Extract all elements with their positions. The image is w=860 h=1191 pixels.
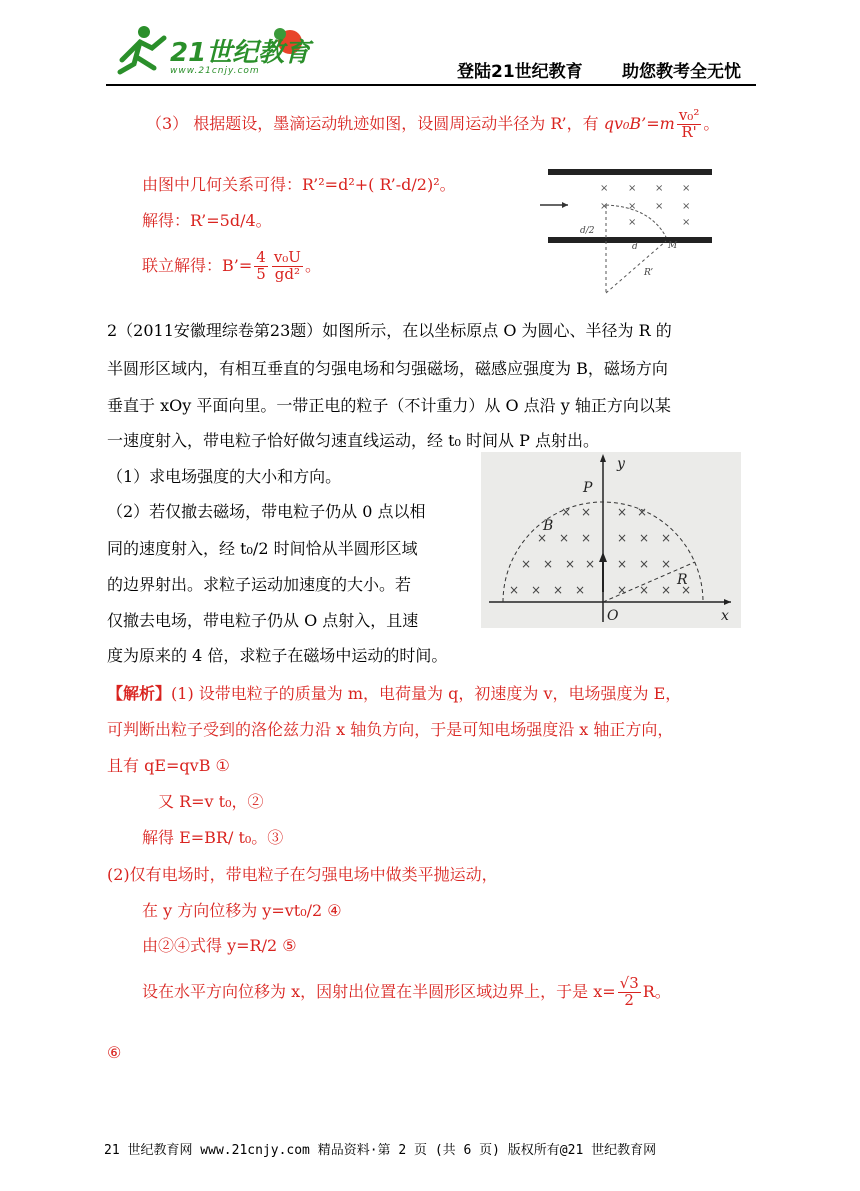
solution-line8: 由②④式得 y=R/2 ⑤ [142,936,297,955]
slogan-right: 助您教考全无忧 [622,62,741,82]
svg-text:×: × [581,505,592,519]
question2-c: 的边界射出。求粒子运动加速度的大小。若 [107,575,412,594]
question2-b: 同的速度射入，经 t₀/2 时间恰从半圆形区域 [107,539,418,558]
svg-text:×: × [639,557,650,571]
svg-text:×: × [600,201,609,212]
svg-text:×: × [682,201,691,212]
logo-text: 21世纪教育 [170,38,311,68]
solution-line3: 且有 qE=qvB ① [107,756,230,775]
svg-text:×: × [681,583,692,597]
svg-text:×: × [637,505,648,519]
svg-text:×: × [628,201,637,212]
svg-text:×: × [617,505,628,519]
part3-line4: 联立解得：B’= $\frac{4}{5}$ $\frac{\text{v₀U}}{\text{gd²}}$ 。 [142,248,321,283]
svg-text:×: × [543,557,554,571]
fig1-label-R: R’ [644,268,654,278]
svg-text:×: × [639,531,650,545]
figure-plates [540,165,720,295]
fig1-label-d: d [632,242,638,252]
solution-line4: 又 R=v t₀，② [158,792,264,811]
question1: （1）求电场强度的大小和方向。 [107,467,342,486]
svg-text:×: × [639,583,650,597]
problem2-line4: 一速度射入，带电粒子恰好做匀速直线运动，经 t₀ 时间从 P 点射出。 [107,431,599,450]
svg-text:×: × [561,505,572,519]
svg-text:×: × [521,557,532,571]
solution-line9: 设在水平方向位移为 x，因射出位置在半圆形区域边界上，于是 x= $\frac{√3}{2}$ R。 [142,974,671,1009]
svg-text:×: × [600,183,609,194]
fig2-label-R: R [677,572,688,588]
logo-url: www.21cnjy.com [170,66,260,76]
fig2-label-O: O [607,608,619,624]
svg-text:×: × [661,583,672,597]
fig2-label-x: x [721,608,729,624]
svg-text:×: × [661,557,672,571]
part3-line2: 由图中几何关系可得：R’²=d²+( R’-d/2)²。 [142,175,456,194]
svg-text:×: × [617,583,628,597]
svg-text:×: × [537,531,548,545]
svg-text:×: × [531,583,542,597]
fig2-label-P: P [583,480,593,496]
svg-text:×: × [565,557,576,571]
question2-a: （2）若仅撤去磁场，带电粒子仍从 0 点以相 [107,502,426,521]
part3-line1: （3） 根据题设，墨滴运动轨迹如图，设圆周运动半径为 R’，有 qv₀B’=m $\frac{\text{v₀²}}{R'}$ 。 [146,106,720,141]
svg-text:×: × [682,217,691,228]
slogan-left: 登陆21世纪教育 [457,62,583,82]
svg-text:×: × [655,201,664,212]
svg-text:×: × [682,183,691,194]
svg-text:×: × [509,583,520,597]
solution-tag: 【解析】 [107,684,172,703]
svg-text:×: × [553,583,564,597]
question2-d: 仅撤去电场，带电粒子仍从 O 点射入，且速 [107,611,419,630]
header-rule [106,84,756,86]
solution-line7: 在 y 方向位移为 y=vt₀/2 ④ [142,901,342,920]
header [0,0,860,90]
problem2-line1: 2（2011安徽理综卷第23题）如图所示，在以坐标原点 O 为圆心、半径为 R 的 [107,321,672,340]
solution-line10: ⑥ [107,1043,122,1062]
solution-line2: 可判断出粒子受到的洛伦兹力沿 x 轴负方向，于是可知电场强度沿 x 轴正方向， [107,720,674,739]
solution-line1: 【解析】(1) 设带电粒子的质量为 m，电荷量为 q，初速度为 v，电场强度为 E， [107,684,682,703]
svg-text:×: × [585,557,596,571]
problem2-line2: 半圆形区域内，有相互垂直的匀强电场和匀强磁场，磁感应强度为 B，磁场方向 [107,359,668,378]
svg-text:×: × [617,557,628,571]
svg-text:×: × [575,583,586,597]
fig2-label-B: B [543,518,554,534]
fig2-label-y: y [617,456,625,472]
svg-text:×: × [661,531,672,545]
fig1-label-M: M [668,241,678,251]
solution-line5: 解得 E=BR/ t₀。③ [142,828,284,847]
fig1-label-d2: d/2 [580,226,595,236]
svg-text:×: × [617,531,628,545]
footer: 21 世纪教育网 www.21cnjy.com 精品资料·第 2 页 (共 6 页) 版权所有@21 世纪教育网 [104,1143,657,1158]
solution-line6: (2)仅有电场时，带电粒子在匀强电场中做类平抛运动， [107,865,498,884]
part3-line3: 解得：R’=5d/4。 [142,211,272,230]
svg-text:×: × [581,531,592,545]
figure-semicircle [481,452,741,628]
logo [112,20,312,82]
problem2-line3: 垂直于 xOy 平面向里。一带正电的粒子（不计重力）从 O 点沿 y 轴正方向以某 [107,396,671,415]
svg-text:×: × [559,531,570,545]
fraction: $\frac{\text{v₀²}}{R'}$ [678,106,700,141]
svg-text:×: × [655,183,664,194]
svg-text:×: × [628,217,637,228]
question2-e: 度为原来的 4 倍，求粒子在磁场中运动的时间。 [107,646,448,665]
svg-text:×: × [628,183,637,194]
